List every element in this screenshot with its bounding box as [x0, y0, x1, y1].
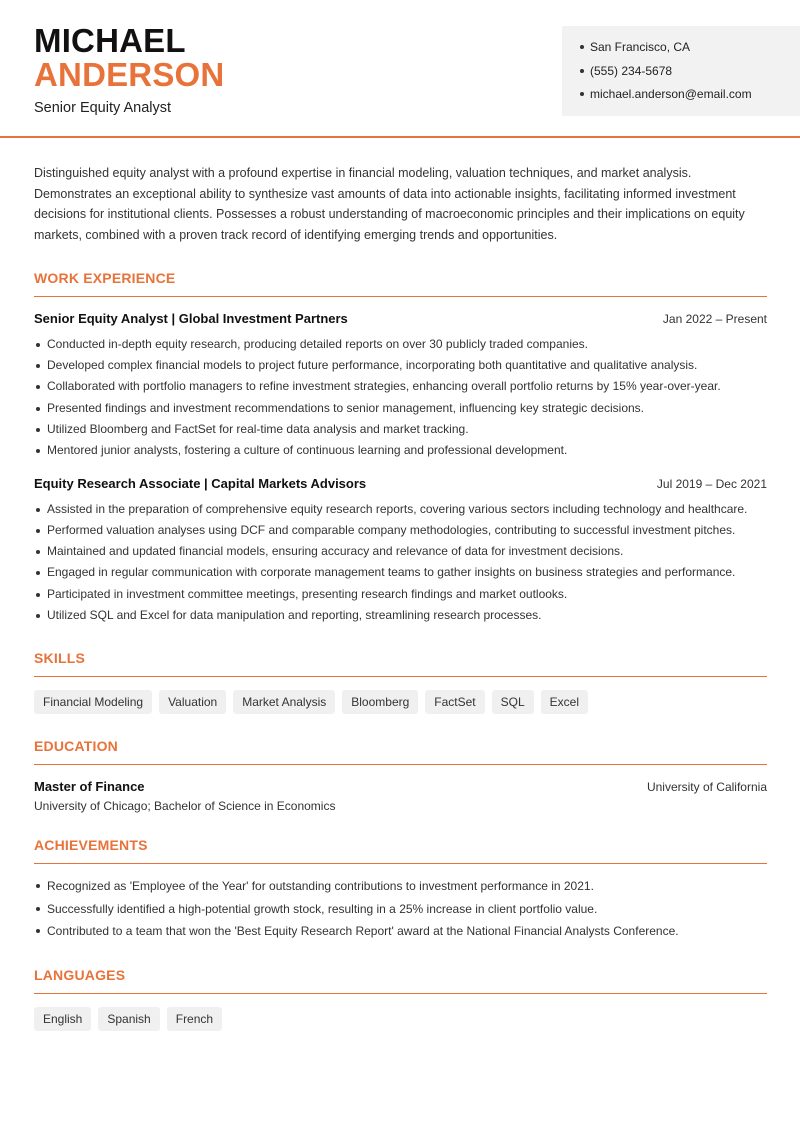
entry-date: Jan 2022 – Present: [662, 311, 767, 326]
list-item: Recognized as 'Employee of the Year' for outstanding contributions to investment performance in 2021.: [34, 875, 767, 898]
list-item: Performed valuation analyses using DCF and comparable company methodologies, contributing to successful investment pitches.: [34, 520, 767, 541]
bullet-icon: [36, 529, 40, 533]
list-item: Presented findings and investment recommendations to senior management, influencing key strategic decisions.: [34, 398, 767, 419]
bullet-icon: [36, 614, 40, 618]
entry-title: Senior Equity Analyst | Global Investment Partners: [34, 310, 348, 326]
contact-email: [562, 86, 800, 110]
language-chip: Spanish: [98, 1007, 159, 1031]
bullet-icon: [36, 428, 40, 432]
bullet-icon: [36, 593, 40, 597]
entry-title: Equity Research Associate | Capital Markets Advisors: [34, 475, 367, 491]
resume-header: [0, 0, 800, 138]
skill-chip: SQL: [492, 690, 534, 714]
resume-content: [34, 163, 767, 1031]
bullet-icon: [36, 449, 40, 453]
skill-chip: FactSet: [425, 690, 484, 714]
bullet-icon: [36, 571, 40, 575]
language-chip: French: [167, 1007, 222, 1031]
skill-chip: Financial Modeling: [34, 690, 152, 714]
work-entry: [34, 311, 767, 462]
list-item: Collaborated with portfolio managers to refine investment strategies, enhancing overall portfolio returns by 15% year-over-year.: [34, 376, 767, 397]
languages-list: [34, 1007, 767, 1031]
bullet-icon: [36, 907, 40, 911]
skill-chip: Bloomberg: [342, 690, 418, 714]
contact-location: [562, 39, 800, 63]
first-name: MICHAEL: [34, 22, 186, 59]
list-item: Maintained and updated financial models, ensuring accuracy and relevance of data for investment decisions.: [34, 541, 767, 562]
list-item: Developed complex financial models to project future performance, incorporating both quantitative and qualitative analysis.: [34, 355, 767, 376]
skill-chip: Market Analysis: [233, 690, 335, 714]
bullet-icon: [36, 884, 40, 888]
education-details: University of Chicago; Bachelor of Science in Economics: [34, 799, 336, 814]
bullet-list: [34, 334, 767, 462]
language-chip: English: [34, 1007, 91, 1031]
list-item: Participated in investment committee meetings, presenting research findings and market outlooks.: [34, 584, 767, 605]
last-name: ANDERSON: [34, 56, 225, 93]
bullet-icon: [36, 385, 40, 389]
bullet-icon: [36, 407, 40, 411]
bullet-icon: [36, 343, 40, 347]
list-item: Utilized SQL and Excel for data manipulation and reporting, streamlining research processes.: [34, 605, 767, 626]
skills-list: [34, 690, 767, 714]
bullet-icon: [580, 69, 584, 73]
bullet-icon: [36, 364, 40, 368]
skill-chip: Excel: [541, 690, 588, 714]
list-item: Successfully identified a high-potential growth stock, resulting in a 25% increase in client portfolio value.: [34, 898, 767, 921]
degree: Master of Finance: [34, 779, 145, 795]
location-text: San Francisco, CA: [590, 40, 691, 54]
phone-text: (555) 234-5678: [590, 63, 673, 78]
education-entry: [34, 779, 767, 813]
list-item: Contributed to a team that won the 'Best Equity Research Report' award at the National Financial Analysts Conference.: [34, 920, 767, 943]
list-item: Engaged in regular communication with corporate management teams to gather insights on business strategies and performance.: [34, 562, 767, 583]
list-item: Assisted in the preparation of comprehensive equity research reports, covering various sectors including technology and healthcare.: [34, 499, 767, 520]
bullet-icon: [580, 45, 584, 49]
section-title-education: EDUCATION: [34, 738, 767, 765]
summary: Distinguished equity analyst with a profound expertise in financial modeling, valuation techniques, and market analysis. Demonstrates an exceptional ability to synthesize vast amounts of data into actionable insights, facilitating informed investment decisions for institutional clients. Possesses a robust understanding of macroeconomic principles and their implications on equity markets, combined with a proven track record of identifying emerging trends and opportunities.: [34, 166, 745, 243]
school: University of California: [646, 780, 767, 795]
contact-box: [562, 26, 800, 116]
section-title-achievements: ACHIEVEMENTS: [34, 837, 767, 864]
section-title-work: WORK EXPERIENCE: [34, 270, 767, 297]
work-entry: [34, 476, 767, 627]
achievements-list: [34, 875, 767, 943]
contact-phone: [562, 63, 800, 87]
list-item: Utilized Bloomberg and FactSet for real-time data analysis and market tracking.: [34, 419, 767, 440]
bullet-icon: [36, 550, 40, 554]
list-item: Mentored junior analysts, fostering a culture of continuous learning and professional development.: [34, 440, 767, 461]
bullet-icon: [36, 929, 40, 933]
bullet-list: [34, 499, 767, 627]
entry-date: Jul 2019 – Dec 2021: [656, 476, 767, 491]
email-text: michael.anderson@email.com: [590, 87, 752, 101]
section-title-languages: LANGUAGES: [34, 967, 767, 994]
list-item: Conducted in-depth equity research, producing detailed reports on over 30 publicly traded companies.: [34, 334, 767, 355]
skill-chip: Valuation: [159, 690, 226, 714]
bullet-icon: [36, 508, 40, 512]
bullet-icon: [580, 92, 584, 96]
section-title-skills: SKILLS: [34, 650, 767, 677]
job-title: Senior Equity Analyst: [34, 100, 172, 116]
